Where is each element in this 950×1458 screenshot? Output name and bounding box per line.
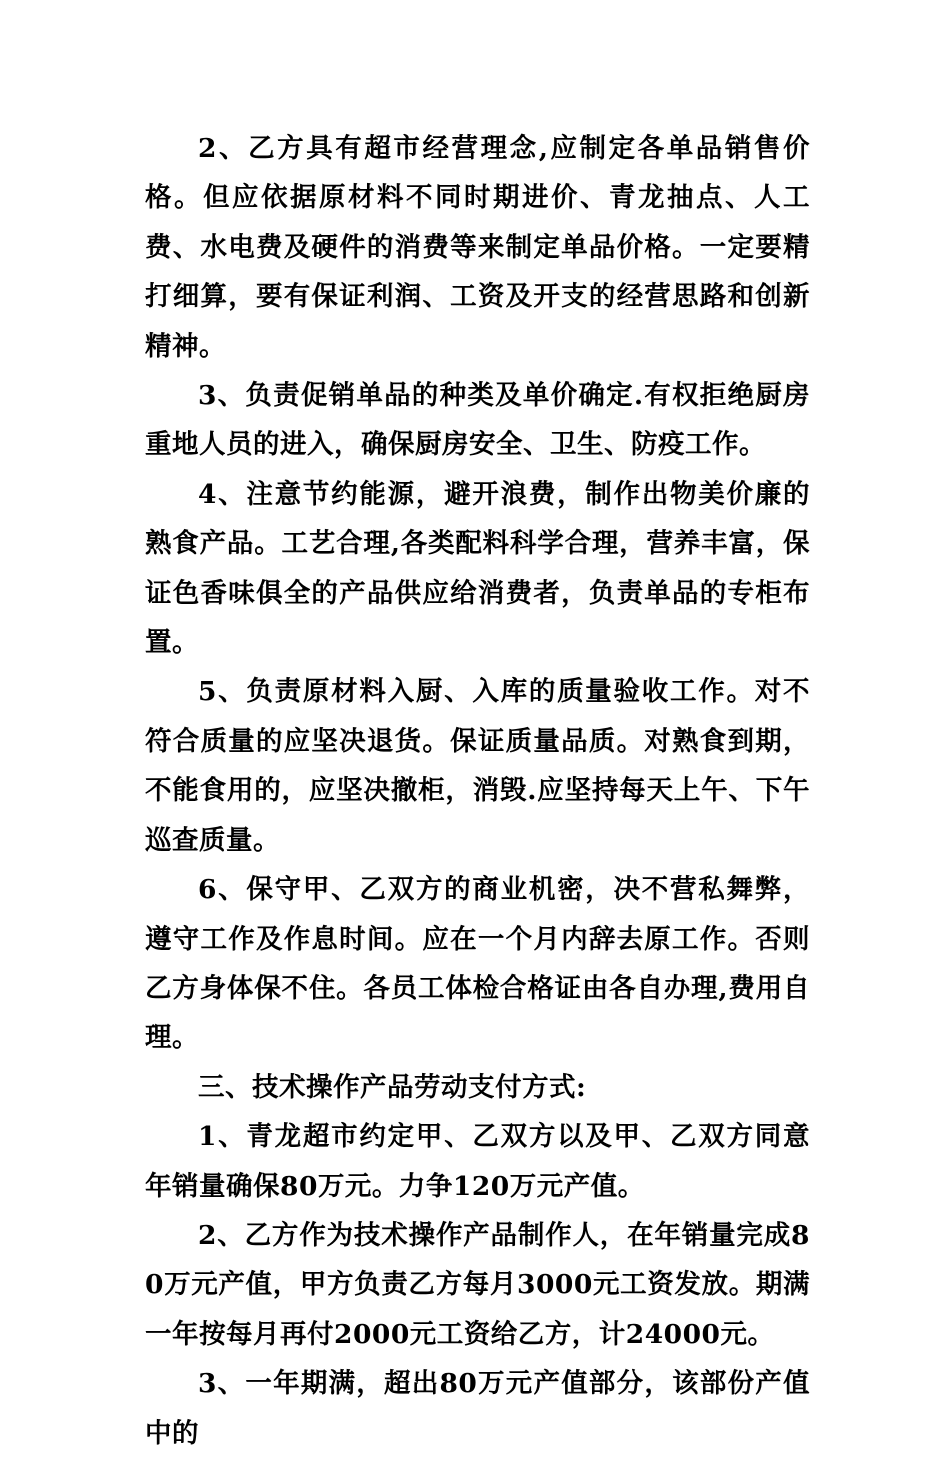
- paragraph-2-pricing: 2、乙方具有超市经营理念,应制定各单品销售价格。但应依据原材料不同时期进价、青龙抽点、人工费、水电费及硬件的消费等来制定单品价格。一定要精打细算，要有保证利润、工资及开支的经营思路和创新精神。: [145, 133, 810, 362]
- paragraph-payment-2: 2、乙方作为技术操作产品制作人，在年销量完成80万元产值，甲方负责乙方每月3000元工资发放。期满一年按每月再付2000元工资给乙方，计24000元。: [145, 1219, 810, 1350]
- document-body: [145, 124, 810, 1458]
- paragraph-4-energy: 4、注意节约能源，避开浪费，制作出物美价廉的熟食产品。工艺合理,各类配料科学合理，营养丰富，保证色香味俱全的产品供应给消费者，负责单品的专柜布置。: [145, 478, 810, 659]
- paragraph-3-promotion: 3、负责促销单品的种类及单价确定.有权拒绝厨房重地人员的进入，确保厨房安全、卫生、防疫工作。: [145, 380, 810, 461]
- paragraph-6-confidentiality: 6、保守甲、乙双方的商业机密，决不营私舞弊，遵守工作及作息时间。应在一个月内辞去原工作。否则乙方身体保不住。各员工体检合格证由各自办理,费用自理。: [145, 874, 810, 1054]
- paragraph-payment-3: 3、一年期满，超出80万元产值部分，该部份产值中的: [145, 1368, 810, 1449]
- paragraph-5-quality: 5、负责原材料入厨、入库的质量验收工作。对不符合质量的应坚决退货。保证质量品质。对熟食到期，不能食用的，应坚决撤柜，消毁.应坚持每天上午、下午巡查质量。: [145, 676, 810, 856]
- section-heading-payment: 三、技术操作产品劳动支付方式:: [198, 1071, 587, 1103]
- paragraph-payment-1: 1、青龙超市约定甲、乙双方以及甲、乙双方同意年销量确保80万元。力争120万元产值。: [145, 1121, 810, 1202]
